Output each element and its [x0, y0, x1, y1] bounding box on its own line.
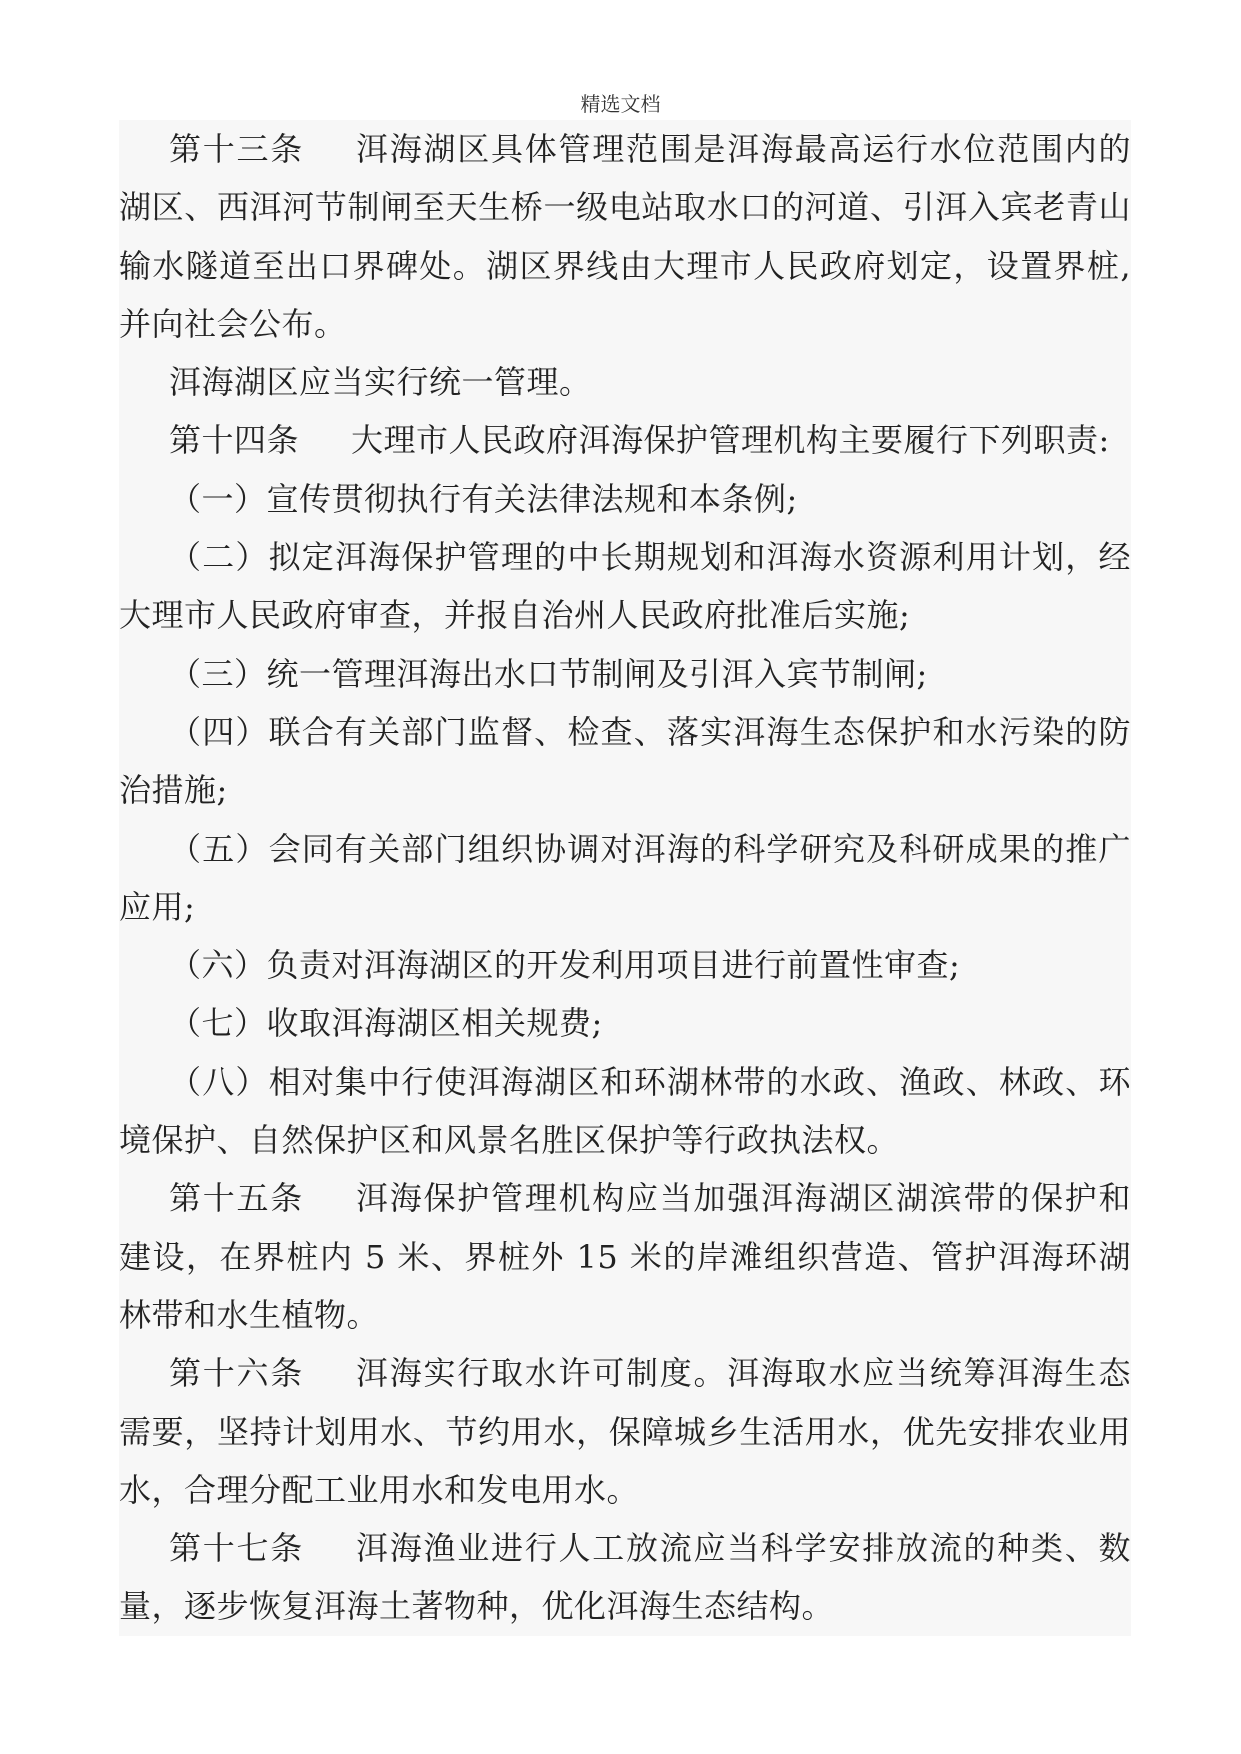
paragraph-text: （二）拟定洱海保护管理的中长期规划和洱海水资源利用计划，经大理市人民政府审查，并报自治州人民政府批准后实施; — [119, 538, 1131, 635]
list-item — [119, 528, 1131, 645]
paragraph-text: （七）收取洱海湖区相关规费; — [169, 1004, 603, 1043]
list-item — [119, 1053, 1131, 1170]
article-number: 第十六条 — [169, 1354, 304, 1393]
article-number: 第十七条 — [169, 1529, 304, 1568]
paragraph-text: 洱海湖区具体管理范围是洱海最高运行水位范围内的湖区、西洱河节制闸至天生桥一级电站取水口的河道、引洱入宾老青山输水隧道至出口界碑处。湖区界线由大理市人民政府划定，设置界桩, 并向社会公布。 — [119, 130, 1131, 343]
paragraph-text: 大理市人民政府洱海保护管理机构主要履行下列职责: — [351, 421, 1110, 460]
document-body — [119, 120, 1131, 1636]
list-item — [119, 820, 1131, 937]
article-number: 第十五条 — [169, 1179, 304, 1218]
list-item — [119, 703, 1131, 820]
paragraph-text: （三）统一管理洱海出水口节制闸及引洱入宾节制闸; — [169, 654, 928, 693]
list-item — [119, 470, 1131, 528]
paragraph-text: 洱海保护管理机构应当加强洱海湖区湖滨带的保护和建设，在界桩内 5 米、界桩外 15 米的岸滩组织营造、管护洱海环湖林带和水生植物。 — [119, 1179, 1131, 1334]
paragraph-article-15 — [119, 1169, 1131, 1344]
paragraph — [119, 353, 1131, 411]
paragraph-text: （四）联合有关部门监督、检查、落实洱海生态保护和水污染的防治措施; — [119, 712, 1131, 810]
paragraph-text: （八）相对集中行使洱海湖区和环湖林带的水政、渔政、林政、环境保护、自然保护区和风景名胜区保护等行政执法权。 — [119, 1062, 1131, 1160]
list-item — [119, 994, 1131, 1052]
list-item — [119, 645, 1131, 703]
page-header: 精选文档 — [580, 92, 661, 116]
paragraph-text: 洱海湖区应当实行统一管理。 — [169, 363, 592, 402]
paragraph-article-13 — [119, 120, 1131, 353]
paragraph-text: （六）负责对洱海湖区的开发利用项目进行前置性审查; — [169, 946, 961, 985]
paragraph-article-17 — [119, 1519, 1131, 1636]
paragraph-text: （一）宣传贯彻执行有关法律法规和本条例; — [169, 479, 798, 518]
paragraph-text: （五）会同有关部门组织协调对洱海的科学研究及科研成果的推广应用; — [119, 829, 1131, 926]
paragraph-article-14 — [119, 411, 1131, 469]
article-number: 第十三条 — [169, 130, 304, 168]
paragraph-article-16 — [119, 1344, 1131, 1519]
list-item — [119, 936, 1131, 994]
paragraph-text: 洱海实行取水许可制度。洱海取水应当统筹洱海生态需要，坚持计划用水、节约用水，保障城乡生活用水，优先安排农业用水，合理分配工业用水和发电用水。 — [119, 1354, 1131, 1509]
article-number: 第十四条 — [169, 421, 300, 460]
paragraph-text: 洱海渔业进行人工放流应当科学安排放流的种类、数量，逐步恢复洱海土著物种，优化洱海生态结构。 — [119, 1529, 1131, 1626]
